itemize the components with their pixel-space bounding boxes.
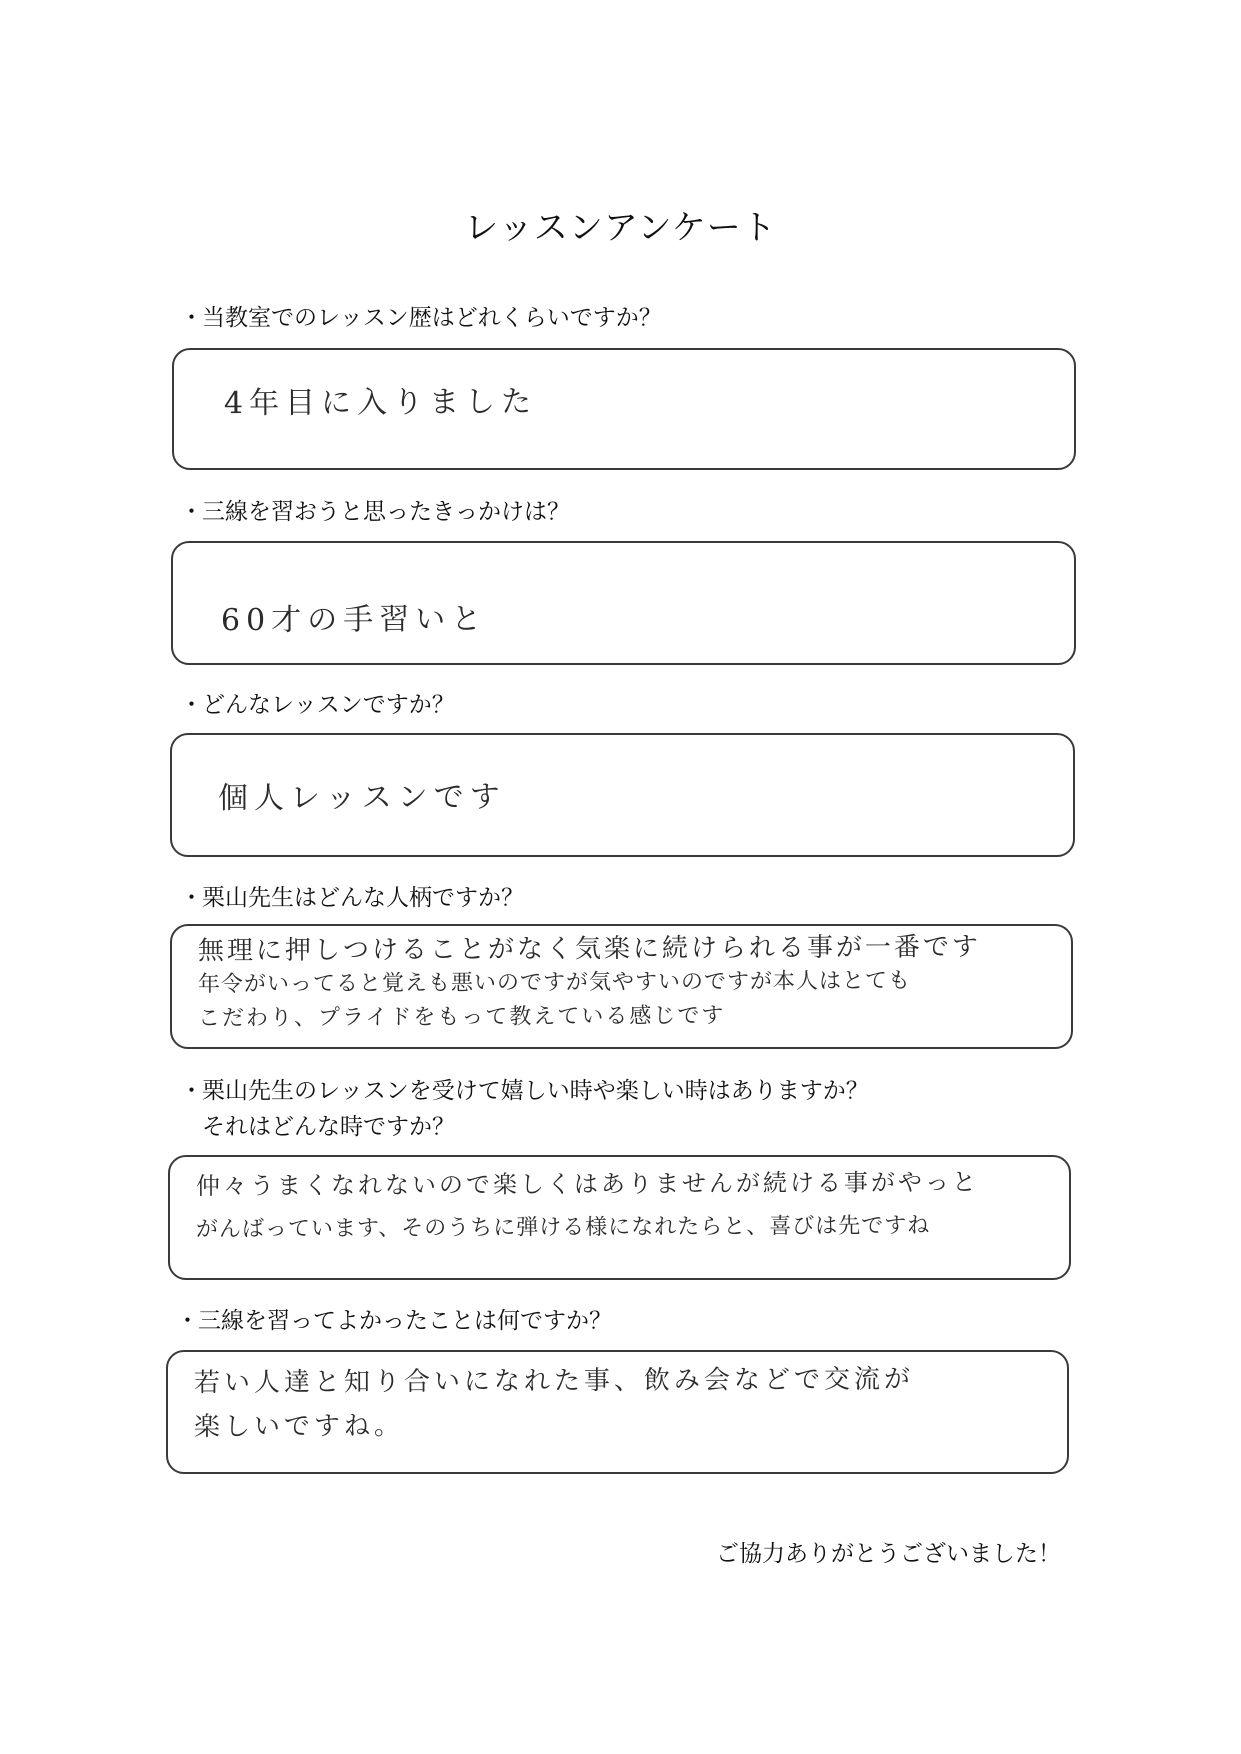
- question-5: [180, 1073, 869, 1145]
- answer-box-5[interactable]: [168, 1155, 1071, 1280]
- answer-line: がんばっています、そのうちに弾ける様になれたらと、喜びは先ですね: [195, 1213, 931, 1243]
- page-title: レッスンアンケート: [464, 208, 777, 248]
- question-6: [176, 1303, 612, 1339]
- answer-line: こだわり、プライドをもって教えている感じです: [197, 1003, 726, 1032]
- answer-line: 若い人達と知り合いになれた事、飲み会などで交流が: [193, 1364, 915, 1399]
- bullet: ・: [180, 1078, 203, 1104]
- answer-box-4[interactable]: [170, 924, 1073, 1049]
- bullet: ・: [180, 499, 203, 525]
- question-2: [180, 494, 570, 530]
- question-text: 三線を習ってよかったことは何ですか？: [198, 1308, 612, 1334]
- question-text: 栗山先生のレッスンを受けて嬉しい時や楽しい時はありますか？: [202, 1078, 869, 1104]
- answer-line: 60才の手習いと: [220, 601, 488, 639]
- bullet: ・: [180, 305, 203, 331]
- answer-box-1[interactable]: [172, 348, 1076, 470]
- answer-line: 楽しいですね。: [193, 1411, 405, 1443]
- bullet: ・: [180, 692, 203, 718]
- answer-line: 個人レッスンです: [217, 779, 506, 817]
- question-4: [180, 880, 524, 916]
- bullet: ・: [176, 1308, 199, 1334]
- answer-box-2[interactable]: [171, 541, 1076, 665]
- bullet: ・: [180, 885, 203, 911]
- question-text: 栗山先生はどんな人柄ですか？: [202, 885, 524, 911]
- question-3: [180, 687, 455, 723]
- question-1: [180, 300, 662, 336]
- answer-box-6[interactable]: [166, 1350, 1069, 1474]
- question-text: どんなレッスンですか？: [202, 692, 455, 718]
- answer-line: 無理に押しつけることがなく気楽に続けられる事が一番です: [197, 932, 982, 967]
- answer-box-3[interactable]: [170, 733, 1075, 857]
- question-text: 三線を習おうと思ったきっかけは？: [202, 499, 570, 525]
- answer-line: 4年目に入りました: [223, 384, 538, 422]
- answer-line: 仲々うまくなれないので楽しくはありませんが続ける事がやっと: [195, 1168, 980, 1201]
- answer-line: 年令がいってると覚えも悪いのですが気やすいのですが本人はとても: [197, 968, 912, 998]
- question-text-line-2: それはどんな時ですか？: [202, 1114, 455, 1140]
- question-text: 当教室でのレッスン歴はどれくらいですか？: [202, 305, 662, 331]
- closing-message: ご協力ありがとうございました！: [716, 1541, 1061, 1567]
